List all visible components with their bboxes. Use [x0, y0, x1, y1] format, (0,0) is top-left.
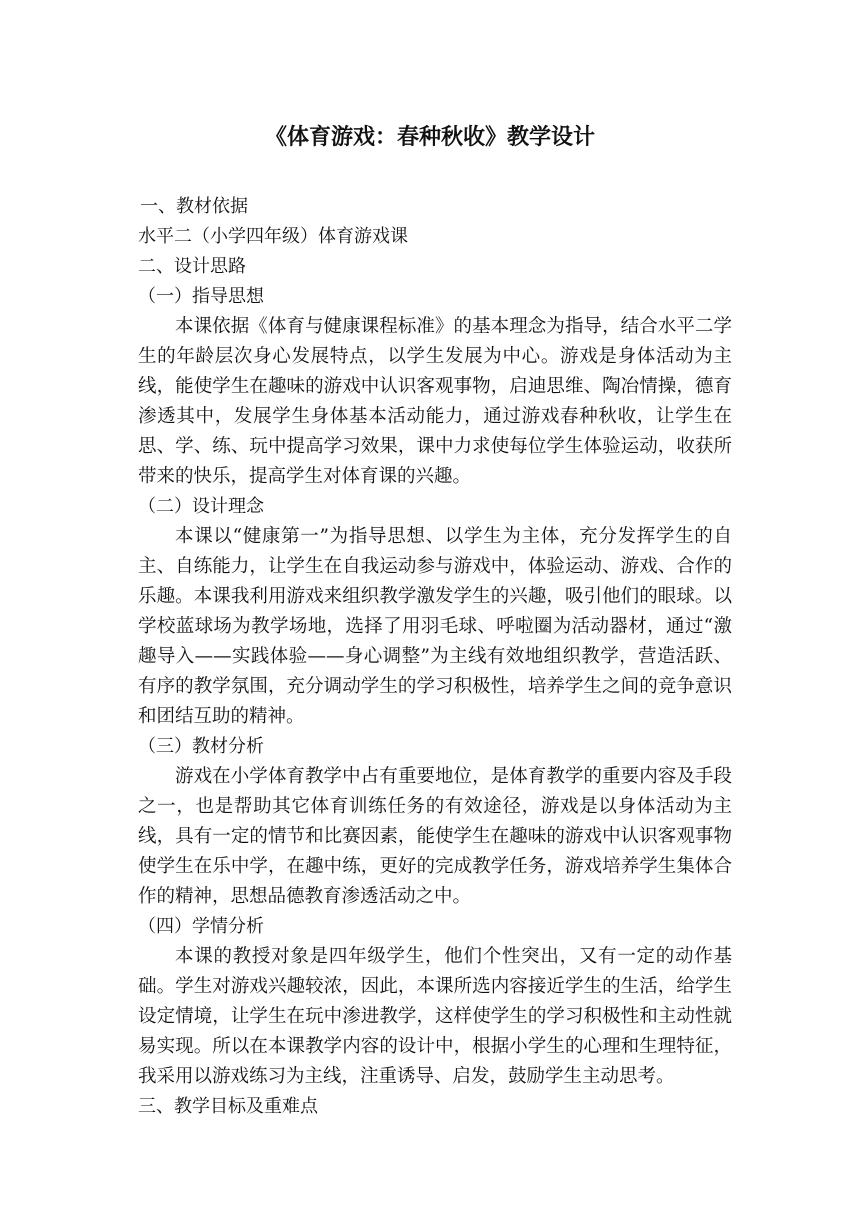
subsection-heading-guiding-thought: （一）指导思想 [138, 286, 264, 307]
section-heading-objectives: 三、教学目标及重难点 [138, 1096, 318, 1117]
subsection-heading-student-analysis: （四）学情分析 [138, 916, 264, 937]
paragraph-student-analysis: 本课的教授对象是四年级学生，他们个性突出，又有一定的动作基础。学生对游戏兴趣较浓，因此，本课所选内容接近学生的生活，给学生设定情境，让学生在玩中渗进教学，这样使学生的学习积极性和主动性就易实现。所以在本课教学内容的设计中，根据小学生的心理和生理特征，我采用以游戏练习为主线，注重诱导、启发，鼓励学生主动思考。 [138, 946, 732, 1087]
subsection-heading-material-analysis: （三）教材分析 [138, 736, 264, 757]
paragraph-material-analysis: 游戏在小学体育教学中占有重要地位，是体育教学的重要内容及手段之一，也是帮助其它体育训练任务的有效途径，游戏是以身体活动为主线，具有一定的情节和比赛因素，能使学生在趣味的游戏中认识客观事物使学生在乐中学，在趣中练，更好的完成教学任务，游戏培养学生集体合作的精神，思想品德教育渗透活动之中。 [138, 766, 732, 907]
paragraph-design-concept: 本课以“健康第一”为指导思想、以学生为主体，充分发挥学生的自主、自练能力，让学生在自我运动参与游戏中，体验运动、游戏、合作的乐趣。本课我利用游戏来组织教学激发学生的兴趣，吸引他们的眼球。以学校蓝球场为教学场地，选择了用羽毛球、呼啦圈为活动器材，通过“激趣导入——实践体验——身心调整”为主线有效地组织教学，营造活跃、有序的教学氛围，充分调动学生的学习积极性，培养学生之间的竞争意识和团结互助的精神。 [138, 526, 732, 727]
section-heading-design-idea: 二、设计思路 [138, 256, 246, 277]
subsection-heading-design-concept: （二）设计理念 [138, 496, 264, 517]
document-title: 《体育游戏：春种秋收》教学设计 [264, 125, 595, 150]
paragraph-guiding-thought: 本课依据《体育与健康课程标准》的基本理念为指导，结合水平二学生的年龄层次身心发展特点，以学生发展为中心。游戏是身体活动为主线，能使学生在趣味的游戏中认识客观事物，启迪思维、陶冶情操，德育渗透其中，发展学生身体基本活动能力，通过游戏春种秋收，让学生在思、学、练、玩中提高学习效果，课中力求使每位学生体验运动，收获所带来的快乐，提高学生对体育课的兴趣。 [138, 316, 732, 487]
document-body [138, 192, 732, 1122]
level-description: 水平二（小学四年级）体育游戏课 [138, 226, 408, 247]
section-heading-textbook-basis: 一、教材依据 [140, 196, 248, 217]
